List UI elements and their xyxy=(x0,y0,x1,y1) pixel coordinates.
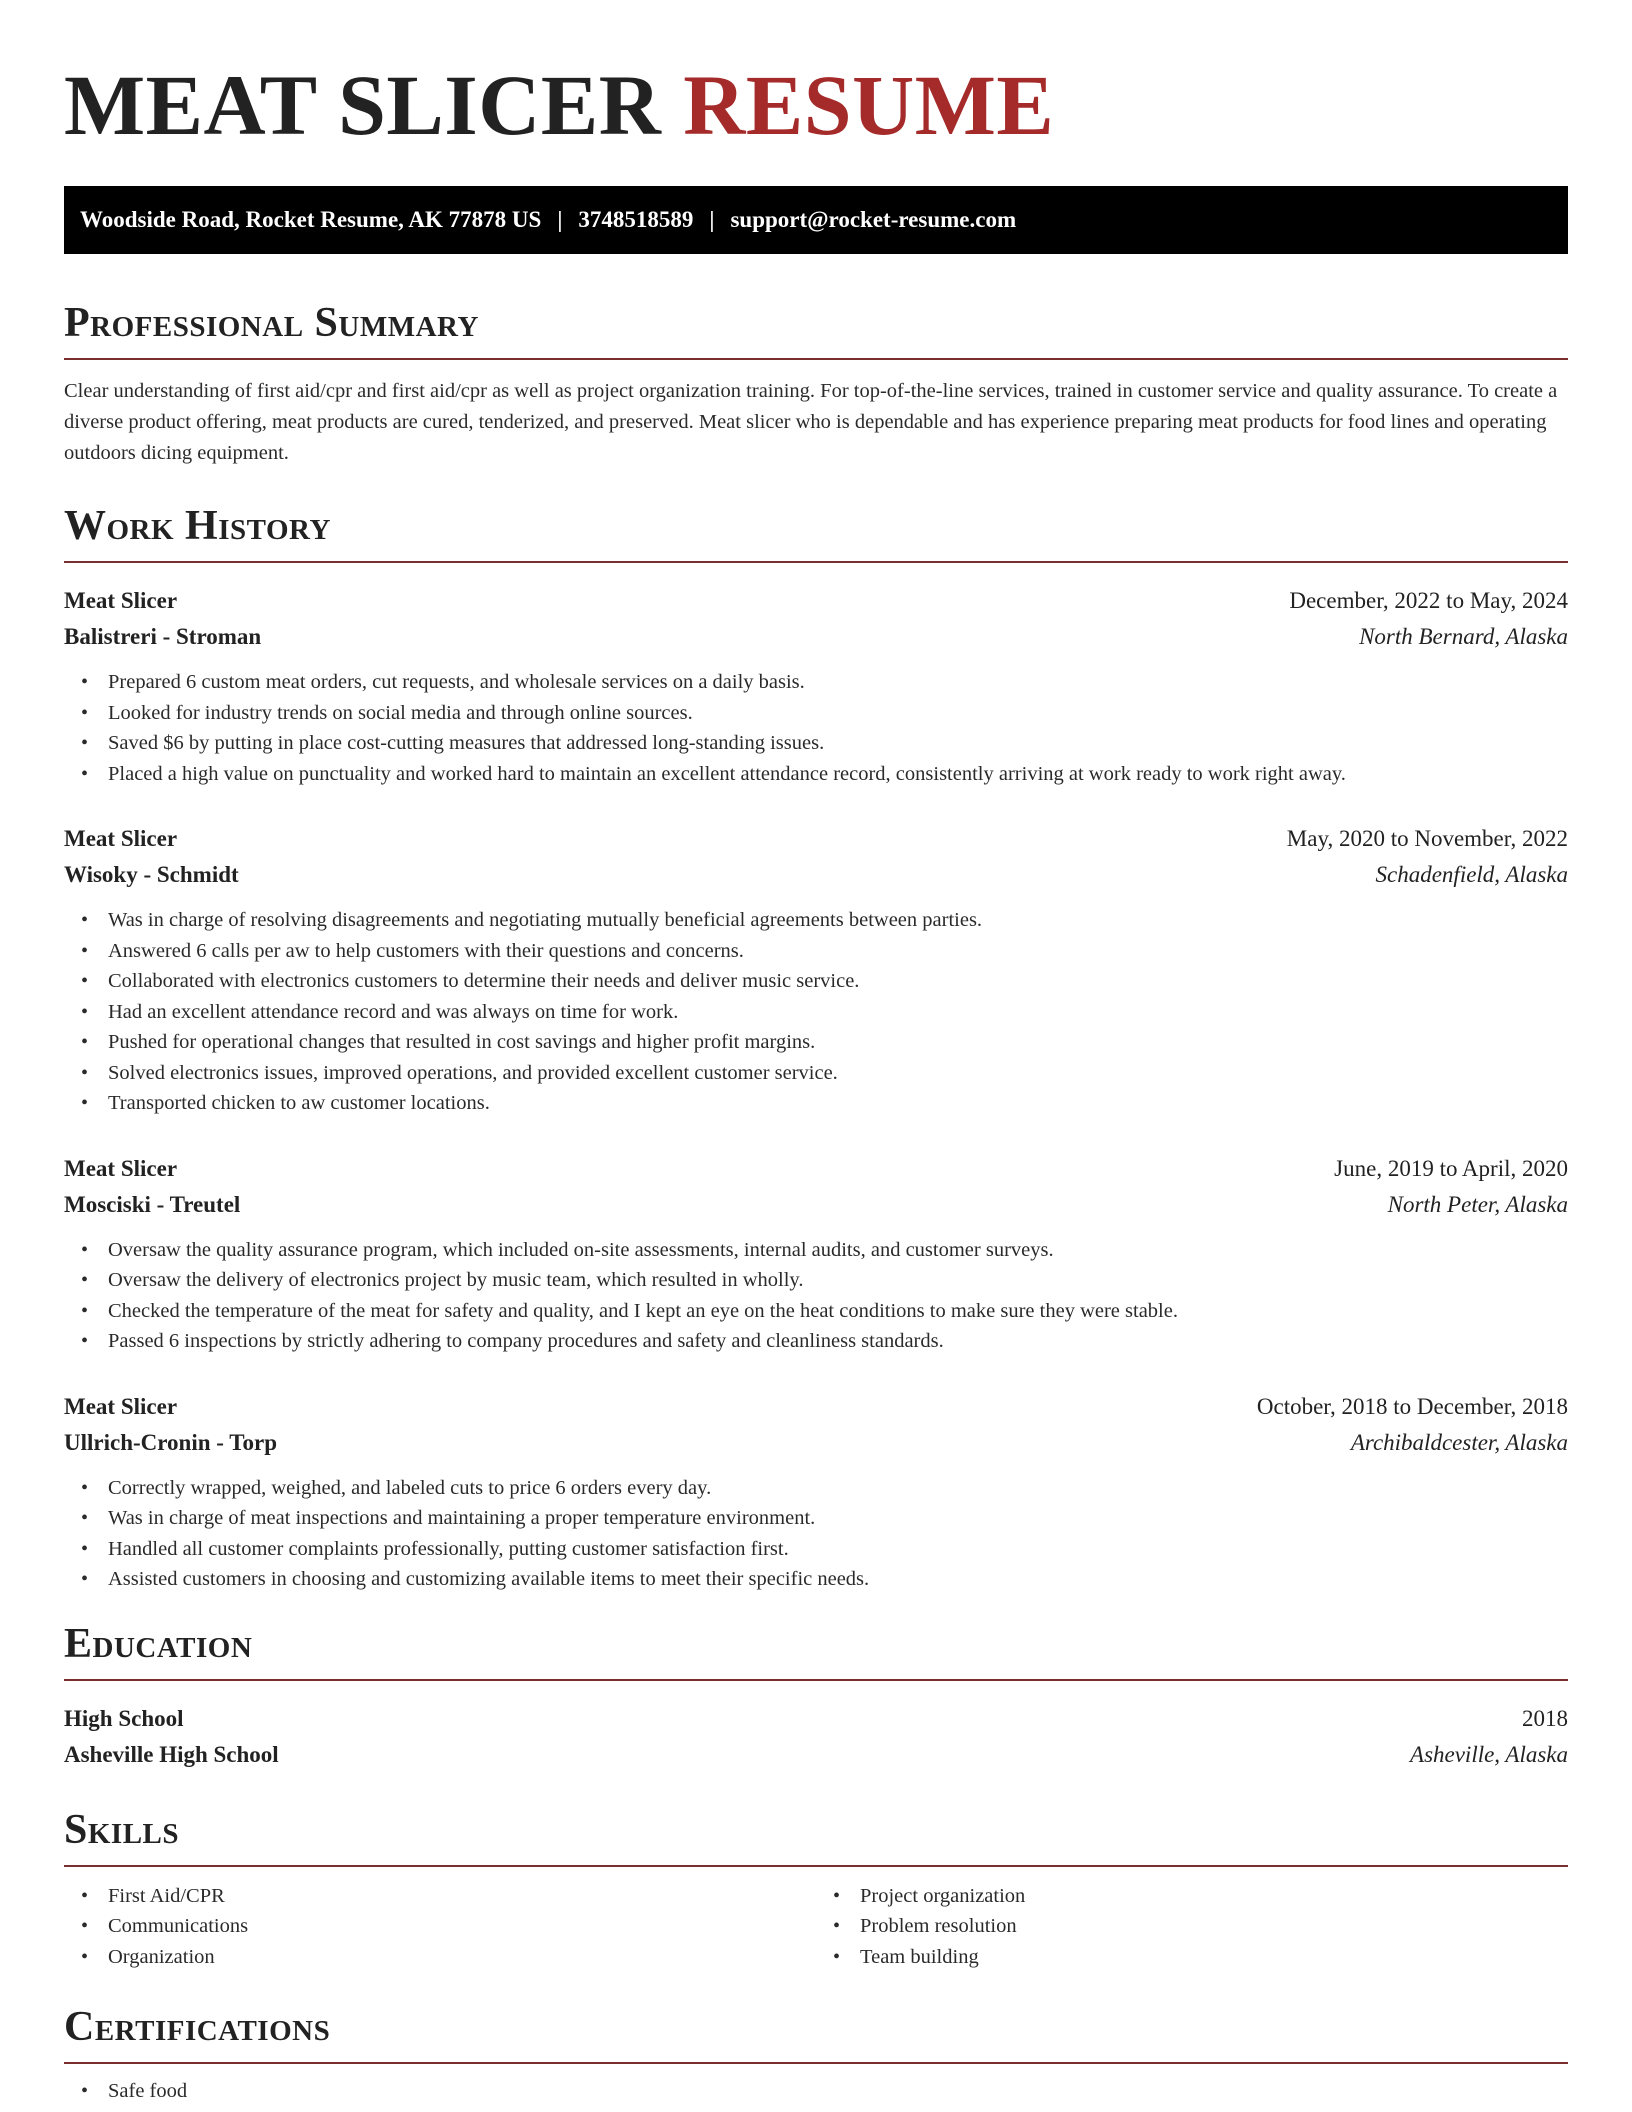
job-role: Meat Slicer xyxy=(64,588,178,613)
section-heading: Work History xyxy=(64,505,1568,563)
skills-grid xyxy=(64,1881,1568,1973)
list-item: • Passed 6 inspections by strictly adhering to company procedures and safety and cleanliness standards. xyxy=(108,1326,1568,1357)
certifications-list xyxy=(64,2076,1568,2107)
certifications-section xyxy=(64,2006,1568,2107)
list-item: • Had an excellent attendance record and was always on time for work. xyxy=(108,997,1568,1028)
job-dates: May, 2020 to November, 2022 xyxy=(1286,826,1568,851)
contact-email: support@rocket-resume.com xyxy=(730,207,1017,232)
list-item: • Handled all customer complaints professionally, putting customer satisfaction first. xyxy=(108,1534,1568,1565)
list-item: • Communications xyxy=(108,1911,816,1942)
list-item: • Was in charge of meat inspections and maintaining a proper temperature environment. xyxy=(108,1503,1568,1534)
job-bullets xyxy=(64,1235,1568,1357)
title-accent: RESUME xyxy=(683,57,1055,153)
list-item: • Placed a high value on punctuality and worked hard to maintain an excellent attendance record, consistently arriving at work ready to work right away. xyxy=(108,759,1568,790)
contact-separator: | xyxy=(557,207,563,232)
job-bullets xyxy=(64,667,1568,789)
list-item: • First Aid/CPR xyxy=(108,1881,816,1912)
contact-phone: 3748518589 xyxy=(578,207,694,232)
job-dates: October, 2018 to December, 2018 xyxy=(1256,1393,1568,1419)
resume-title xyxy=(64,54,1568,153)
work-history-section xyxy=(64,505,1568,1595)
job-company: Balistreri - Stroman xyxy=(64,624,262,649)
job-entry xyxy=(64,821,1568,1119)
section-heading: Professional Summary xyxy=(64,302,1568,360)
section-heading: Skills xyxy=(64,1809,1568,1867)
education-degree: High School xyxy=(64,1705,184,1731)
job-location: North Bernard, Alaska xyxy=(1359,624,1568,649)
job-bullets xyxy=(64,1473,1568,1595)
list-item: • Correctly wrapped, weighed, and labeled cuts to price 6 orders every day. xyxy=(108,1473,1568,1504)
job-dates: June, 2019 to April, 2020 xyxy=(1334,1155,1568,1181)
list-item: • Was in charge of resolving disagreements and negotiating mutually beneficial agreements between parties. xyxy=(108,905,1568,936)
job-entry xyxy=(64,1389,1568,1595)
job-entry xyxy=(64,1151,1568,1357)
contact-address: Woodside Road, Rocket Resume, AK 77878 US xyxy=(80,207,542,232)
professional-summary-section xyxy=(64,302,1568,469)
job-role: Meat Slicer xyxy=(64,1393,178,1419)
job-location: North Peter, Alaska xyxy=(1387,1191,1568,1217)
summary-text: Clear understanding of first aid/cpr and first aid/cpr as well as project organization training. For top-of-the-line services, trained in customer service and quality assurance. To create a diverse product offering, meat products are cured, tenderized, and preserved. Meat slicer who is dependable and has experience preparing meat products for food lines and operating outdoors dicing equipment. xyxy=(64,380,1558,464)
list-item: • Organization xyxy=(108,1942,816,1973)
section-heading: Certifications xyxy=(64,2006,1568,2064)
skills-list-right xyxy=(816,1881,1568,1973)
job-role: Meat Slicer xyxy=(64,826,178,851)
job-role: Meat Slicer xyxy=(64,1155,178,1181)
list-item: • Prepared 6 custom meat orders, cut requests, and wholesale services on a daily basis. xyxy=(108,667,1568,698)
contact-bar xyxy=(64,186,1568,254)
job-entry xyxy=(64,583,1568,789)
list-item: • Checked the temperature of the meat for safety and quality, and I kept an eye on the heat conditions to make sure they were stable. xyxy=(108,1296,1568,1327)
job-dates: December, 2022 to May, 2024 xyxy=(1289,588,1568,613)
title-main: MEAT SLICER xyxy=(64,57,662,153)
education-location: Asheville, Alaska xyxy=(1410,1741,1568,1767)
list-item: • Team building xyxy=(860,1942,1568,1973)
list-item: • Oversaw the quality assurance program, which included on-site assessments, internal audits, and customer surveys. xyxy=(108,1235,1568,1266)
education-year: 2018 xyxy=(1522,1705,1568,1731)
job-company: Mosciski - Treutel xyxy=(64,1191,241,1217)
job-location: Schadenfield, Alaska xyxy=(1375,862,1568,887)
education-entry xyxy=(64,1701,1568,1773)
list-item: • Safe food xyxy=(108,2076,1568,2107)
list-item: • Oversaw the delivery of electronics project by music team, which resulted in wholly. xyxy=(108,1265,1568,1296)
education-section xyxy=(64,1620,1568,1773)
list-item: • Solved electronics issues, improved operations, and provided excellent customer service. xyxy=(108,1058,1568,1089)
list-item: • Looked for industry trends on social media and through online sources. xyxy=(108,698,1568,729)
job-bullets xyxy=(64,905,1568,1119)
education-school: Asheville High School xyxy=(64,1741,279,1767)
list-item: • Pushed for operational changes that resulted in cost savings and higher profit margins. xyxy=(108,1027,1568,1058)
list-item: • Problem resolution xyxy=(860,1911,1568,1942)
list-item: • Project organization xyxy=(860,1881,1568,1912)
job-location: Archibaldcester, Alaska xyxy=(1350,1429,1568,1455)
job-company: Ullrich-Cronin - Torp xyxy=(64,1429,277,1455)
list-item: • Assisted customers in choosing and customizing available items to meet their specific needs. xyxy=(108,1564,1568,1595)
skills-list-left xyxy=(64,1881,816,1973)
list-item: • Answered 6 calls per aw to help customers with their questions and concerns. xyxy=(108,936,1568,967)
section-heading: Education xyxy=(64,1623,1568,1681)
list-item: • Transported chicken to aw customer locations. xyxy=(108,1088,1568,1119)
list-item: • Collaborated with electronics customers to determine their needs and deliver music service. xyxy=(108,966,1568,997)
job-company: Wisoky - Schmidt xyxy=(64,862,239,887)
skills-section xyxy=(64,1806,1568,1973)
list-item: • Saved $6 by putting in place cost-cutting measures that addressed long-standing issues. xyxy=(108,728,1568,759)
contact-separator: | xyxy=(709,207,715,232)
